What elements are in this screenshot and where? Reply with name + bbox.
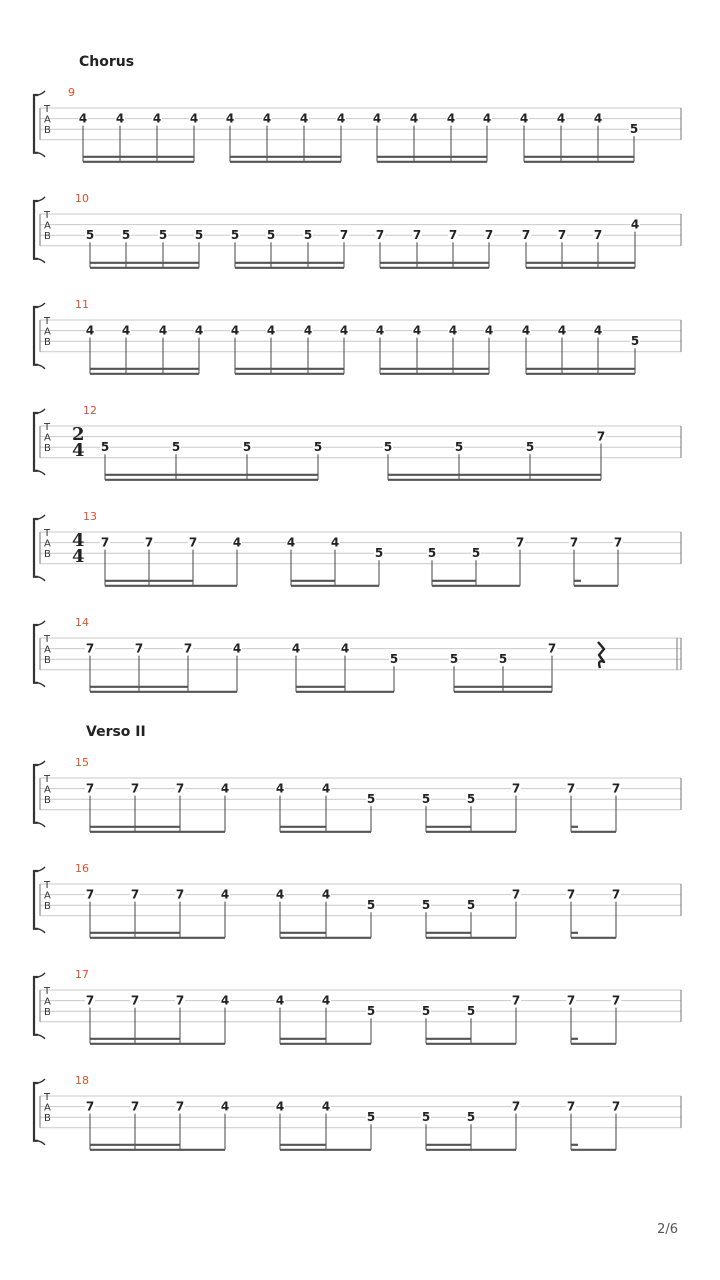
fret-number: 4: [152, 111, 162, 126]
fret-number: 7: [613, 535, 623, 550]
fret-number: 4: [291, 641, 301, 656]
fret-number: 4: [262, 111, 272, 126]
fret-number: 5: [313, 440, 323, 455]
fret-number: 4: [484, 323, 494, 338]
fret-number: 7: [100, 535, 110, 550]
system-bracket: [34, 519, 38, 577]
fret-number: 7: [611, 993, 621, 1008]
tab-clef-letter: B: [44, 655, 51, 667]
fret-number: 7: [511, 887, 521, 902]
system-bracket: [34, 307, 38, 365]
fret-number: 7: [569, 535, 579, 550]
system-bracket: [34, 201, 38, 259]
fret-number: 5: [427, 546, 437, 561]
bracket-hook-bottom: [38, 153, 45, 157]
tab-clef-letter: B: [44, 125, 51, 137]
tab-clef-letter: B: [44, 795, 51, 807]
bracket-hook-bottom: [38, 823, 45, 827]
fret-number: 4: [321, 1099, 331, 1114]
fret-number: 7: [511, 781, 521, 796]
fret-number: 7: [375, 228, 385, 243]
fret-number: 5: [630, 334, 640, 349]
fret-number: 5: [303, 228, 313, 243]
fret-number: 4: [630, 217, 640, 232]
fret-number: 5: [266, 228, 276, 243]
tab-clef-letter: A: [44, 432, 51, 444]
system-bracket: [34, 95, 38, 153]
fret-number: 4: [593, 111, 603, 126]
fret-number: 4: [121, 323, 131, 338]
time-signature-top: 2: [72, 424, 85, 445]
fret-number: 4: [275, 887, 285, 902]
fret-number: 5: [421, 1004, 431, 1019]
fret-number: 7: [593, 228, 603, 243]
bracket-hook-bottom: [38, 577, 45, 581]
measure-number: 14: [75, 616, 89, 629]
tab-clef-letter: T: [44, 880, 51, 891]
tab-clef-letter: T: [44, 104, 51, 115]
time-signature-bottom: 4: [72, 546, 85, 567]
fret-number: 7: [515, 535, 525, 550]
fret-number: 5: [374, 546, 384, 561]
bracket-hook-top: [38, 621, 45, 625]
fret-number: 7: [188, 535, 198, 550]
bracket-hook-bottom: [38, 1141, 45, 1145]
fret-number: 4: [115, 111, 125, 126]
fret-number: 7: [175, 887, 185, 902]
measure-number: 16: [75, 862, 89, 875]
measure-number: 9: [68, 86, 75, 99]
fret-number: 4: [372, 111, 382, 126]
tab-clef-letter: T: [44, 210, 51, 221]
fret-number: 5: [498, 652, 508, 667]
tab-clef-letter: T: [44, 1092, 51, 1103]
fret-number: 5: [471, 546, 481, 561]
fret-number: 4: [275, 993, 285, 1008]
fret-number: 4: [220, 993, 230, 1008]
measure-number: 10: [75, 192, 89, 205]
fret-number: 7: [130, 781, 140, 796]
fret-number: 4: [519, 111, 529, 126]
fret-number: 4: [85, 323, 95, 338]
fret-number: 5: [466, 898, 476, 913]
fret-number: 7: [484, 228, 494, 243]
fret-number: 7: [511, 993, 521, 1008]
fret-number: 7: [511, 1099, 521, 1114]
fret-number: 4: [189, 111, 199, 126]
fret-number: 5: [466, 792, 476, 807]
fret-number: 4: [521, 323, 531, 338]
fret-number: 4: [266, 323, 276, 338]
measure-number: 17: [75, 968, 89, 981]
fret-number: 4: [299, 111, 309, 126]
tab-clef-letter: T: [44, 986, 51, 997]
fret-number: 7: [557, 228, 567, 243]
bracket-hook-bottom: [38, 471, 45, 475]
fret-number: 7: [130, 1099, 140, 1114]
fret-number: 4: [446, 111, 456, 126]
bracket-hook-top: [38, 1079, 45, 1083]
fret-number: 5: [466, 1110, 476, 1125]
fret-number: 4: [593, 323, 603, 338]
fret-number: 4: [321, 781, 331, 796]
system-bracket: [34, 871, 38, 929]
fret-number: 4: [230, 323, 240, 338]
fret-number: 7: [566, 993, 576, 1008]
fret-number: 5: [121, 228, 131, 243]
fret-number: 5: [383, 440, 393, 455]
fret-number: 7: [566, 781, 576, 796]
fret-number: 5: [85, 228, 95, 243]
fret-number: 7: [339, 228, 349, 243]
fret-number: 7: [412, 228, 422, 243]
measure-number: 12: [83, 404, 97, 417]
fret-number: 4: [220, 887, 230, 902]
measure-number: 11: [75, 298, 89, 311]
fret-number: 7: [85, 641, 95, 656]
fret-number: 5: [629, 122, 639, 137]
section-title-verso-ii: Verso II: [86, 724, 146, 740]
section-title-chorus: Chorus: [79, 54, 135, 70]
fret-number: 7: [85, 993, 95, 1008]
fret-number: 5: [525, 440, 535, 455]
system-bracket: [34, 625, 38, 683]
fret-number: 4: [448, 323, 458, 338]
fret-number: 7: [183, 641, 193, 656]
bracket-hook-bottom: [38, 365, 45, 369]
fret-number: 7: [596, 429, 606, 444]
fret-number: 7: [611, 781, 621, 796]
tab-clef-letter: B: [44, 337, 51, 349]
fret-number: 4: [286, 535, 296, 550]
fret-number: 4: [220, 781, 230, 796]
tab-clef-letter: B: [44, 443, 51, 455]
tab-clef-letter: T: [44, 774, 51, 785]
bracket-hook-top: [38, 973, 45, 977]
fret-number: 4: [321, 993, 331, 1008]
fret-number: 7: [130, 993, 140, 1008]
tab-clef-letter: B: [44, 1007, 51, 1019]
fret-number: 5: [171, 440, 181, 455]
tab-clef-letter: A: [44, 1102, 51, 1114]
tab-clef-letter: A: [44, 326, 51, 338]
fret-number: 7: [175, 781, 185, 796]
system-bracket: [34, 977, 38, 1035]
measure-number: 13: [83, 510, 97, 523]
tab-clef-letter: A: [44, 996, 51, 1008]
fret-number: 4: [339, 323, 349, 338]
fret-number: 4: [232, 535, 242, 550]
fret-number: 7: [547, 641, 557, 656]
measure-number: 18: [75, 1074, 89, 1087]
fret-number: 4: [78, 111, 88, 126]
fret-number: 5: [421, 898, 431, 913]
fret-number: 4: [330, 535, 340, 550]
time-signature-bottom: 4: [72, 440, 85, 461]
fret-number: 4: [275, 1099, 285, 1114]
fret-number: 7: [611, 1099, 621, 1114]
fret-number: 4: [409, 111, 419, 126]
fret-number: 7: [85, 1099, 95, 1114]
tab-clef-letter: T: [44, 528, 51, 539]
bracket-hook-top: [38, 409, 45, 413]
fret-number: 4: [556, 111, 566, 126]
fret-number: 4: [275, 781, 285, 796]
fret-number: 5: [158, 228, 168, 243]
quarter-rest-icon: [598, 642, 604, 668]
fret-number: 5: [242, 440, 252, 455]
fret-number: 4: [194, 323, 204, 338]
fret-number: 7: [566, 887, 576, 902]
bracket-hook-top: [38, 91, 45, 95]
fret-number: 5: [194, 228, 204, 243]
tab-clef-letter: A: [44, 784, 51, 796]
bracket-hook-bottom: [38, 929, 45, 933]
bracket-hook-bottom: [38, 1035, 45, 1039]
tab-clef-letter: A: [44, 644, 51, 656]
page-number: 2/6: [657, 1222, 678, 1237]
tab-clef-letter: A: [44, 538, 51, 550]
bracket-hook-top: [38, 197, 45, 201]
fret-number: 5: [366, 792, 376, 807]
fret-number: 5: [466, 1004, 476, 1019]
fret-number: 5: [366, 898, 376, 913]
tab-clef-letter: B: [44, 231, 51, 243]
tab-clef-letter: A: [44, 220, 51, 232]
fret-number: 4: [225, 111, 235, 126]
fret-number: 5: [366, 1110, 376, 1125]
tab-clef-letter: T: [44, 316, 51, 327]
bracket-hook-top: [38, 867, 45, 871]
bracket-hook-bottom: [38, 259, 45, 263]
fret-number: 5: [366, 1004, 376, 1019]
fret-number: 4: [336, 111, 346, 126]
fret-number: 5: [421, 792, 431, 807]
system-bracket: [34, 413, 38, 471]
tab-clef-letter: B: [44, 901, 51, 913]
tab-clef-letter: A: [44, 114, 51, 126]
bracket-hook-top: [38, 761, 45, 765]
fret-number: 7: [521, 228, 531, 243]
fret-number: 5: [421, 1110, 431, 1125]
fret-number: 4: [220, 1099, 230, 1114]
fret-number: 4: [375, 323, 385, 338]
tab-clef-letter: T: [44, 422, 51, 433]
fret-number: 7: [134, 641, 144, 656]
tab-clef-letter: A: [44, 890, 51, 902]
fret-number: 7: [175, 1099, 185, 1114]
fret-number: 4: [321, 887, 331, 902]
tab-clef-letter: B: [44, 1113, 51, 1125]
fret-number: 7: [85, 781, 95, 796]
fret-number: 5: [100, 440, 110, 455]
fret-number: 7: [566, 1099, 576, 1114]
fret-number: 4: [303, 323, 313, 338]
fret-number: 7: [130, 887, 140, 902]
fret-number: 5: [454, 440, 464, 455]
fret-number: 7: [144, 535, 154, 550]
bracket-hook-top: [38, 303, 45, 307]
bracket-hook-bottom: [38, 683, 45, 687]
system-bracket: [34, 765, 38, 823]
fret-number: 5: [389, 652, 399, 667]
fret-number: 4: [340, 641, 350, 656]
fret-number: 5: [230, 228, 240, 243]
fret-number: 7: [448, 228, 458, 243]
tab-clef-letter: B: [44, 549, 51, 561]
tab-clef-letter: T: [44, 634, 51, 645]
fret-number: 7: [175, 993, 185, 1008]
fret-number: 7: [85, 887, 95, 902]
fret-number: 4: [158, 323, 168, 338]
fret-number: 4: [412, 323, 422, 338]
time-signature-top: 4: [72, 530, 85, 551]
fret-number: 4: [482, 111, 492, 126]
fret-number: 5: [449, 652, 459, 667]
system-bracket: [34, 1083, 38, 1141]
fret-number: 4: [557, 323, 567, 338]
fret-number: 4: [232, 641, 242, 656]
measure-number: 15: [75, 756, 89, 769]
fret-number: 7: [611, 887, 621, 902]
bracket-hook-top: [38, 515, 45, 519]
